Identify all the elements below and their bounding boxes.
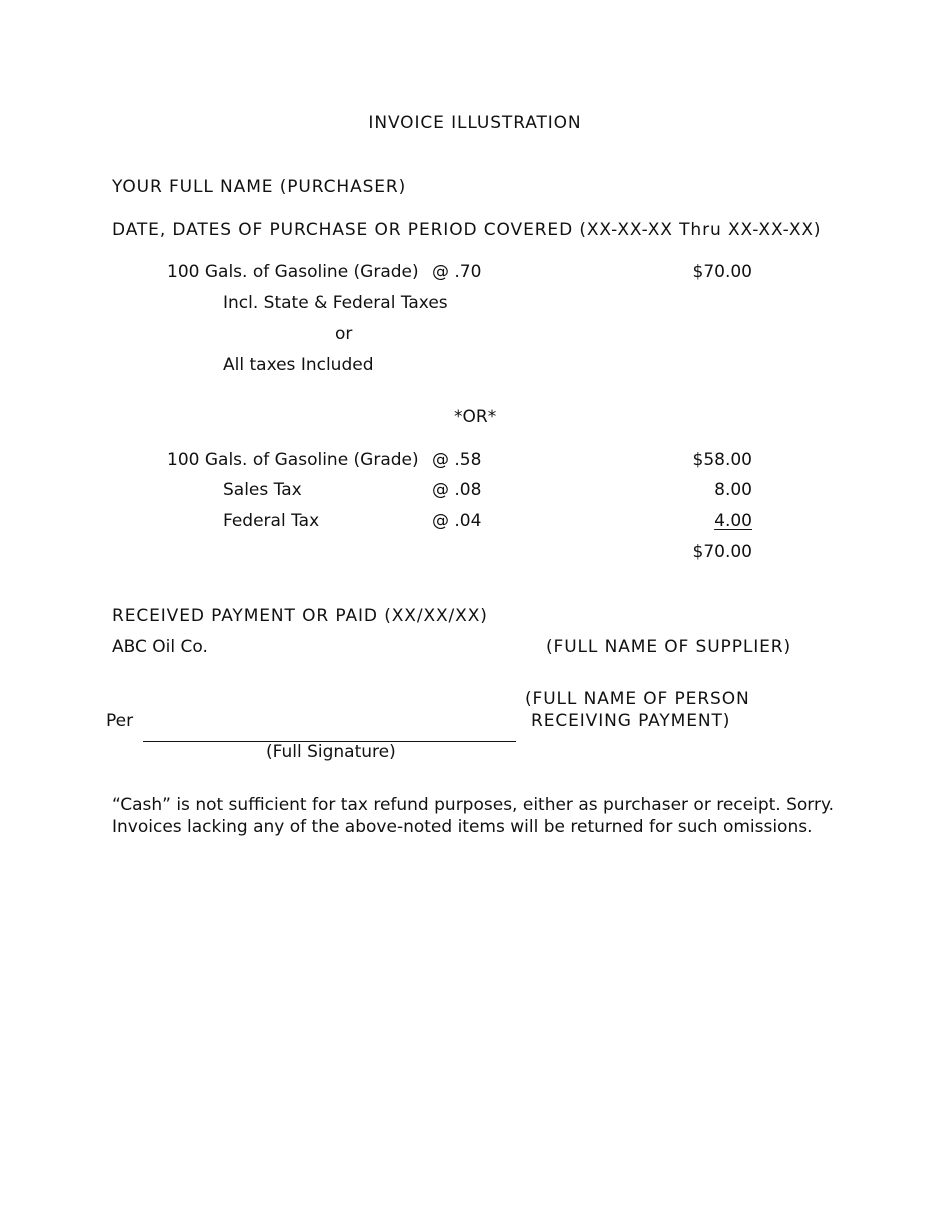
page-title: INVOICE ILLUSTRATION: [368, 113, 582, 133]
total-amount: $70.00: [692, 542, 752, 562]
footer-line-1: “Cash” is not sufficient for tax refund purposes, either as purchaser or receipt. Sorry.: [112, 795, 835, 815]
option1-amount: $70.00: [692, 262, 752, 282]
line-item-rate: @ .58: [432, 450, 482, 470]
purchaser-label: YOUR FULL NAME (PURCHASER): [112, 177, 407, 197]
received-label: RECEIVED PAYMENT OR PAID (XX/XX/XX): [112, 606, 488, 626]
federal-tax-amount: 4.00: [714, 511, 752, 531]
option1-note-taxes: Incl. State & Federal Taxes: [223, 293, 448, 313]
sales-tax-amount: 8.00: [714, 480, 752, 500]
line-item-label: 100 Gals. of Gasoline (Grade): [167, 450, 419, 470]
option1-note-included: All taxes Included: [223, 355, 374, 375]
date-label: DATE, DATES OF PURCHASE OR PERIOD COVERED (XX-XX-XX Thru XX-XX-XX): [112, 220, 822, 240]
person-label-line1: (FULL NAME OF PERSON: [525, 689, 750, 709]
option1-rate: @ .70: [432, 262, 482, 282]
footer-note: [112, 794, 872, 838]
footer-line-2: Invoices lacking any of the above-noted items will be returned for such omissions.: [112, 817, 813, 837]
supplier-name: ABC Oil Co.: [112, 637, 208, 657]
sales-tax-rate: @ .08: [432, 480, 482, 500]
per-label: Per: [106, 711, 134, 731]
option1-or: or: [335, 324, 353, 344]
option1-item: 100 Gals. of Gasoline (Grade): [167, 262, 419, 282]
sales-tax-label: Sales Tax: [223, 480, 302, 500]
federal-tax-label: Federal Tax: [223, 511, 320, 531]
supplier-label: (FULL NAME OF SUPPLIER): [546, 637, 792, 657]
or-separator: *OR*: [454, 407, 497, 427]
line-item-amount: $58.00: [692, 450, 752, 470]
person-label-line2: RECEIVING PAYMENT): [531, 711, 731, 731]
federal-tax-rate: @ .04: [432, 511, 482, 531]
signature-label: (Full Signature): [266, 742, 396, 762]
